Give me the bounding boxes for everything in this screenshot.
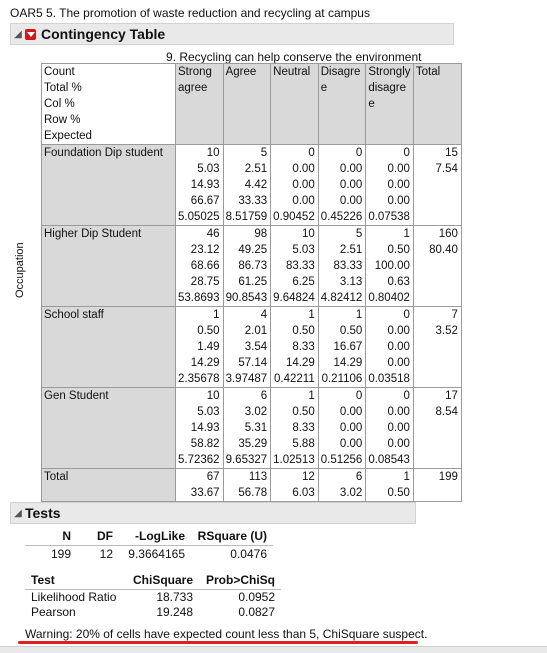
column-header: DF [77,527,119,546]
cell-value: 0.07538 [368,211,410,223]
table-row [42,226,462,307]
table-cell [223,469,271,502]
total-row [42,469,462,502]
cell-value: 0.80402 [368,292,410,304]
cell-value: 1 [308,390,315,402]
cell-value: 5.03 [197,406,220,418]
cell-value: 0.50 [292,325,315,337]
cell-value: 7 [451,309,458,321]
red-triangle-menu-icon[interactable] [25,29,36,40]
table-header-row [42,64,462,145]
table-row [25,590,281,606]
row-variable-label: Occupation [14,242,26,298]
table-cell: 9.3664165 [128,547,185,561]
cell-value: 0.50 [387,244,410,256]
cell-value: 90.8543 [225,292,268,304]
stat-label: Expected [44,130,92,142]
table-cell [318,145,366,226]
table-cell [366,307,414,388]
cell-value: 0.50 [339,325,363,337]
cell-value: 0.51256 [320,454,363,466]
cell-value: 0.00 [387,406,410,418]
cell-value: 8.51759 [225,211,268,223]
cell-value: 3.54 [244,341,268,353]
cell-value: 5 [355,228,363,240]
table-row [25,546,273,563]
row-label[interactable]: Gen Student [42,388,176,469]
cell-value: 3.13 [339,276,363,288]
column-header[interactable]: Strongly disagree [366,64,414,145]
cell-value: 4.82412 [320,292,363,304]
row-label[interactable]: Foundation Dip student [42,145,176,226]
cell-value: 0.45226 [320,211,363,223]
table-cell [176,145,224,226]
cell-value: 0.63 [387,276,410,288]
cell-value: 3.52 [435,325,458,337]
disclosure-triangle-icon[interactable]: ◢ [14,28,22,40]
cell-value: 6 [260,390,268,402]
row-total [413,145,461,226]
cell-value: 0.00 [339,163,363,175]
cell-value: 2.51 [244,163,268,175]
table-row [25,605,281,620]
cell-value: 0.00 [387,438,410,450]
cell-value: 57.14 [238,357,268,369]
cell-value: 0.21106 [321,373,363,385]
cell-value: 61.25 [238,276,268,288]
cell-value: 0.50 [292,406,315,418]
table-cell: Likelihood Ratio [31,590,117,604]
column-header: N [25,527,77,546]
cell-value: 0.00 [292,179,315,191]
cell-value: 4.42 [244,179,268,191]
grand-total [413,469,461,502]
cell-value: 5.03 [292,244,315,256]
warning-underline [18,641,418,644]
cell-value: 199 [438,471,458,483]
table-cell: 19.248 [156,605,194,619]
table-cell [366,226,414,307]
row-label[interactable]: School staff [42,307,176,388]
tests-summary-table [25,527,273,562]
cell-value: 0.00 [387,195,410,207]
cell-value: 0.00 [339,179,363,191]
cell-value: 14.93 [190,422,220,434]
table-cell [271,226,319,307]
table-row [42,388,462,469]
cell-value: 56.78 [238,487,268,499]
cell-value: 0.00 [387,422,410,434]
stat-label: Count [44,66,75,78]
table-cell [271,145,319,226]
cell-value: 53.8693 [178,292,220,304]
column-header[interactable]: Disagree [318,64,366,145]
cell-value: 5.31 [244,422,268,434]
table-cell [271,388,319,469]
cell-value: 0.00 [387,179,410,191]
column-header: Test [25,571,127,590]
cell-value: 83.33 [285,260,315,272]
cell-value: 67 [206,471,220,483]
cell-value: 16.67 [333,341,363,353]
table-cell [318,388,366,469]
cell-value: 5 [260,147,268,159]
row-label[interactable]: Total [42,469,176,502]
cell-value: 46 [206,228,220,240]
cell-value: 35.29 [238,438,268,450]
table-cell [176,307,224,388]
cell-value: 68.66 [190,260,220,272]
table-cell [176,388,224,469]
table-cell [366,145,414,226]
column-variable-title: 9. Recycling can help conserve the environment [166,50,422,64]
cell-value: 5.72362 [178,454,220,466]
cell-value: 0 [355,147,363,159]
column-header[interactable]: Neutral [271,64,319,145]
table-header-row [25,571,281,590]
stat-labels-cell [42,64,176,145]
table-cell [176,226,224,307]
cell-value: 0.00 [339,438,363,450]
stat-label: Col % [44,98,75,110]
cell-value: 0.00 [292,195,315,207]
cell-value: 8.54 [435,406,458,418]
row-total [413,226,461,307]
disclosure-triangle-icon[interactable]: ◢ [14,507,22,519]
cell-value: 49.25 [238,244,268,256]
table-cell [271,307,319,388]
cell-value: 0.00 [339,406,363,418]
cell-value: 33.67 [190,487,220,499]
table-header-row [25,527,273,546]
cell-value: 1 [403,228,410,240]
cell-value: 10 [301,228,315,240]
cell-value: 160 [438,228,458,240]
cell-value: 0 [403,147,410,159]
column-header: Prob>ChiSq [199,571,281,590]
cell-value: 0.00 [339,195,363,207]
cell-value: 83.33 [333,260,363,272]
cell-value: 58.82 [190,438,220,450]
cell-value: 1 [355,309,363,321]
cell-value: 80.40 [429,244,458,256]
contingency-table-title: Contingency Table [41,26,166,42]
cell-value: 1 [403,471,410,483]
cell-value: 0.08543 [368,454,410,466]
cell-value: 0.00 [387,341,410,353]
stat-label: Row % [44,114,81,126]
row-total [413,307,461,388]
cell-value: 14.29 [190,357,220,369]
stat-label: Total % [44,82,82,94]
table-cell [318,307,366,388]
chisquare-table [25,571,281,620]
table-cell: 0.0476 [230,547,267,561]
cell-value: 1 [308,309,315,321]
table-cell [223,307,271,388]
table-cell [223,388,271,469]
table-cell [176,469,224,502]
column-header[interactable]: Strong agree [176,64,224,145]
table-row [42,145,462,226]
cell-value: 100.00 [374,260,410,272]
cell-value: 12 [301,471,315,483]
cell-value: 3.97487 [225,373,268,385]
cell-value: 14.93 [190,179,220,191]
cell-value: 0 [308,147,315,159]
cell-value: 9.64824 [273,292,315,304]
table-cell: 0.0827 [238,605,276,619]
cell-value: 8.33 [292,422,315,434]
chisquare-warning: Warning: 20% of cells have expected count less than 5, ChiSquare suspect. [25,627,428,641]
table-cell [271,469,319,502]
cell-value: 10 [206,390,220,402]
cell-value: 66.67 [190,195,220,207]
tests-header[interactable] [10,502,416,524]
cell-value: 0.00 [292,163,315,175]
table-cell [318,226,366,307]
report-title: OAR5 5. The promotion of waste reduction and recycling at campus [10,6,370,20]
cell-value: 0.90452 [273,211,315,223]
next-report-header[interactable] [0,646,547,653]
cell-value: 0.50 [197,325,220,337]
column-header[interactable]: Agree [223,64,271,145]
table-cell: Pearson [31,605,76,619]
column-header[interactable]: Total [413,64,461,145]
cell-value: 5.03 [197,163,220,175]
table-cell [318,469,366,502]
cell-value: 1.49 [197,341,220,353]
row-total [413,388,461,469]
cell-value: 14.29 [285,357,315,369]
cell-value: 10 [206,147,220,159]
cell-value: 7.54 [435,163,458,175]
cell-value: 17 [445,390,458,402]
table-cell: 12 [99,547,113,561]
cell-value: 0.00 [387,325,410,337]
cell-value: 8.33 [292,341,315,353]
cell-value: 2.51 [339,244,363,256]
contingency-table [41,63,462,502]
cell-value: 14.29 [333,357,363,369]
cell-value: 9.65327 [225,454,268,466]
cell-value: 33.33 [238,195,268,207]
row-label[interactable]: Higher Dip Student [42,226,176,307]
table-cell: 18.733 [156,590,194,604]
cell-value: 6.03 [292,487,315,499]
cell-value: 0.42211 [274,373,315,385]
cell-value: 0 [355,390,363,402]
cell-value: 15 [445,147,458,159]
tests-title: Tests [25,505,61,521]
cell-value: 113 [248,471,268,483]
cell-value: 0 [403,390,410,402]
cell-value: 0.50 [387,487,410,499]
cell-value: 86.73 [238,260,268,272]
cell-value: 5.05025 [178,211,220,223]
cell-value: 0 [403,309,410,321]
cell-value: 4 [260,309,268,321]
cell-value: 3.02 [244,406,268,418]
cell-value: 98 [254,228,268,240]
table-cell [366,388,414,469]
cell-value: 0.00 [387,163,410,175]
table-cell: 0.0952 [238,590,276,604]
cell-value: 6.25 [292,276,315,288]
cell-value: 0.03518 [368,373,410,385]
contingency-table-header[interactable] [10,23,454,45]
table-cell: 199 [50,547,71,561]
cell-value: 1 [213,309,220,321]
column-header: ChiSquare [127,571,199,590]
cell-value: 1.02513 [273,454,315,466]
table-row [42,307,462,388]
cell-value: 5.88 [292,438,315,450]
column-header: -LogLike [119,527,191,546]
cell-value: 2.35678 [178,373,220,385]
cell-value: 23.12 [190,244,220,256]
cell-value: 3.02 [339,487,363,499]
table-cell [223,226,271,307]
cell-value: 0.00 [339,422,363,434]
cell-value: 0.00 [387,357,410,369]
contingency-table-body [42,145,462,502]
cell-value: 2.01 [244,325,268,337]
table-cell [366,469,414,502]
table-cell [223,145,271,226]
column-header: RSquare (U) [191,527,273,546]
cell-value: 6 [355,471,363,483]
cell-value: 28.75 [190,276,220,288]
